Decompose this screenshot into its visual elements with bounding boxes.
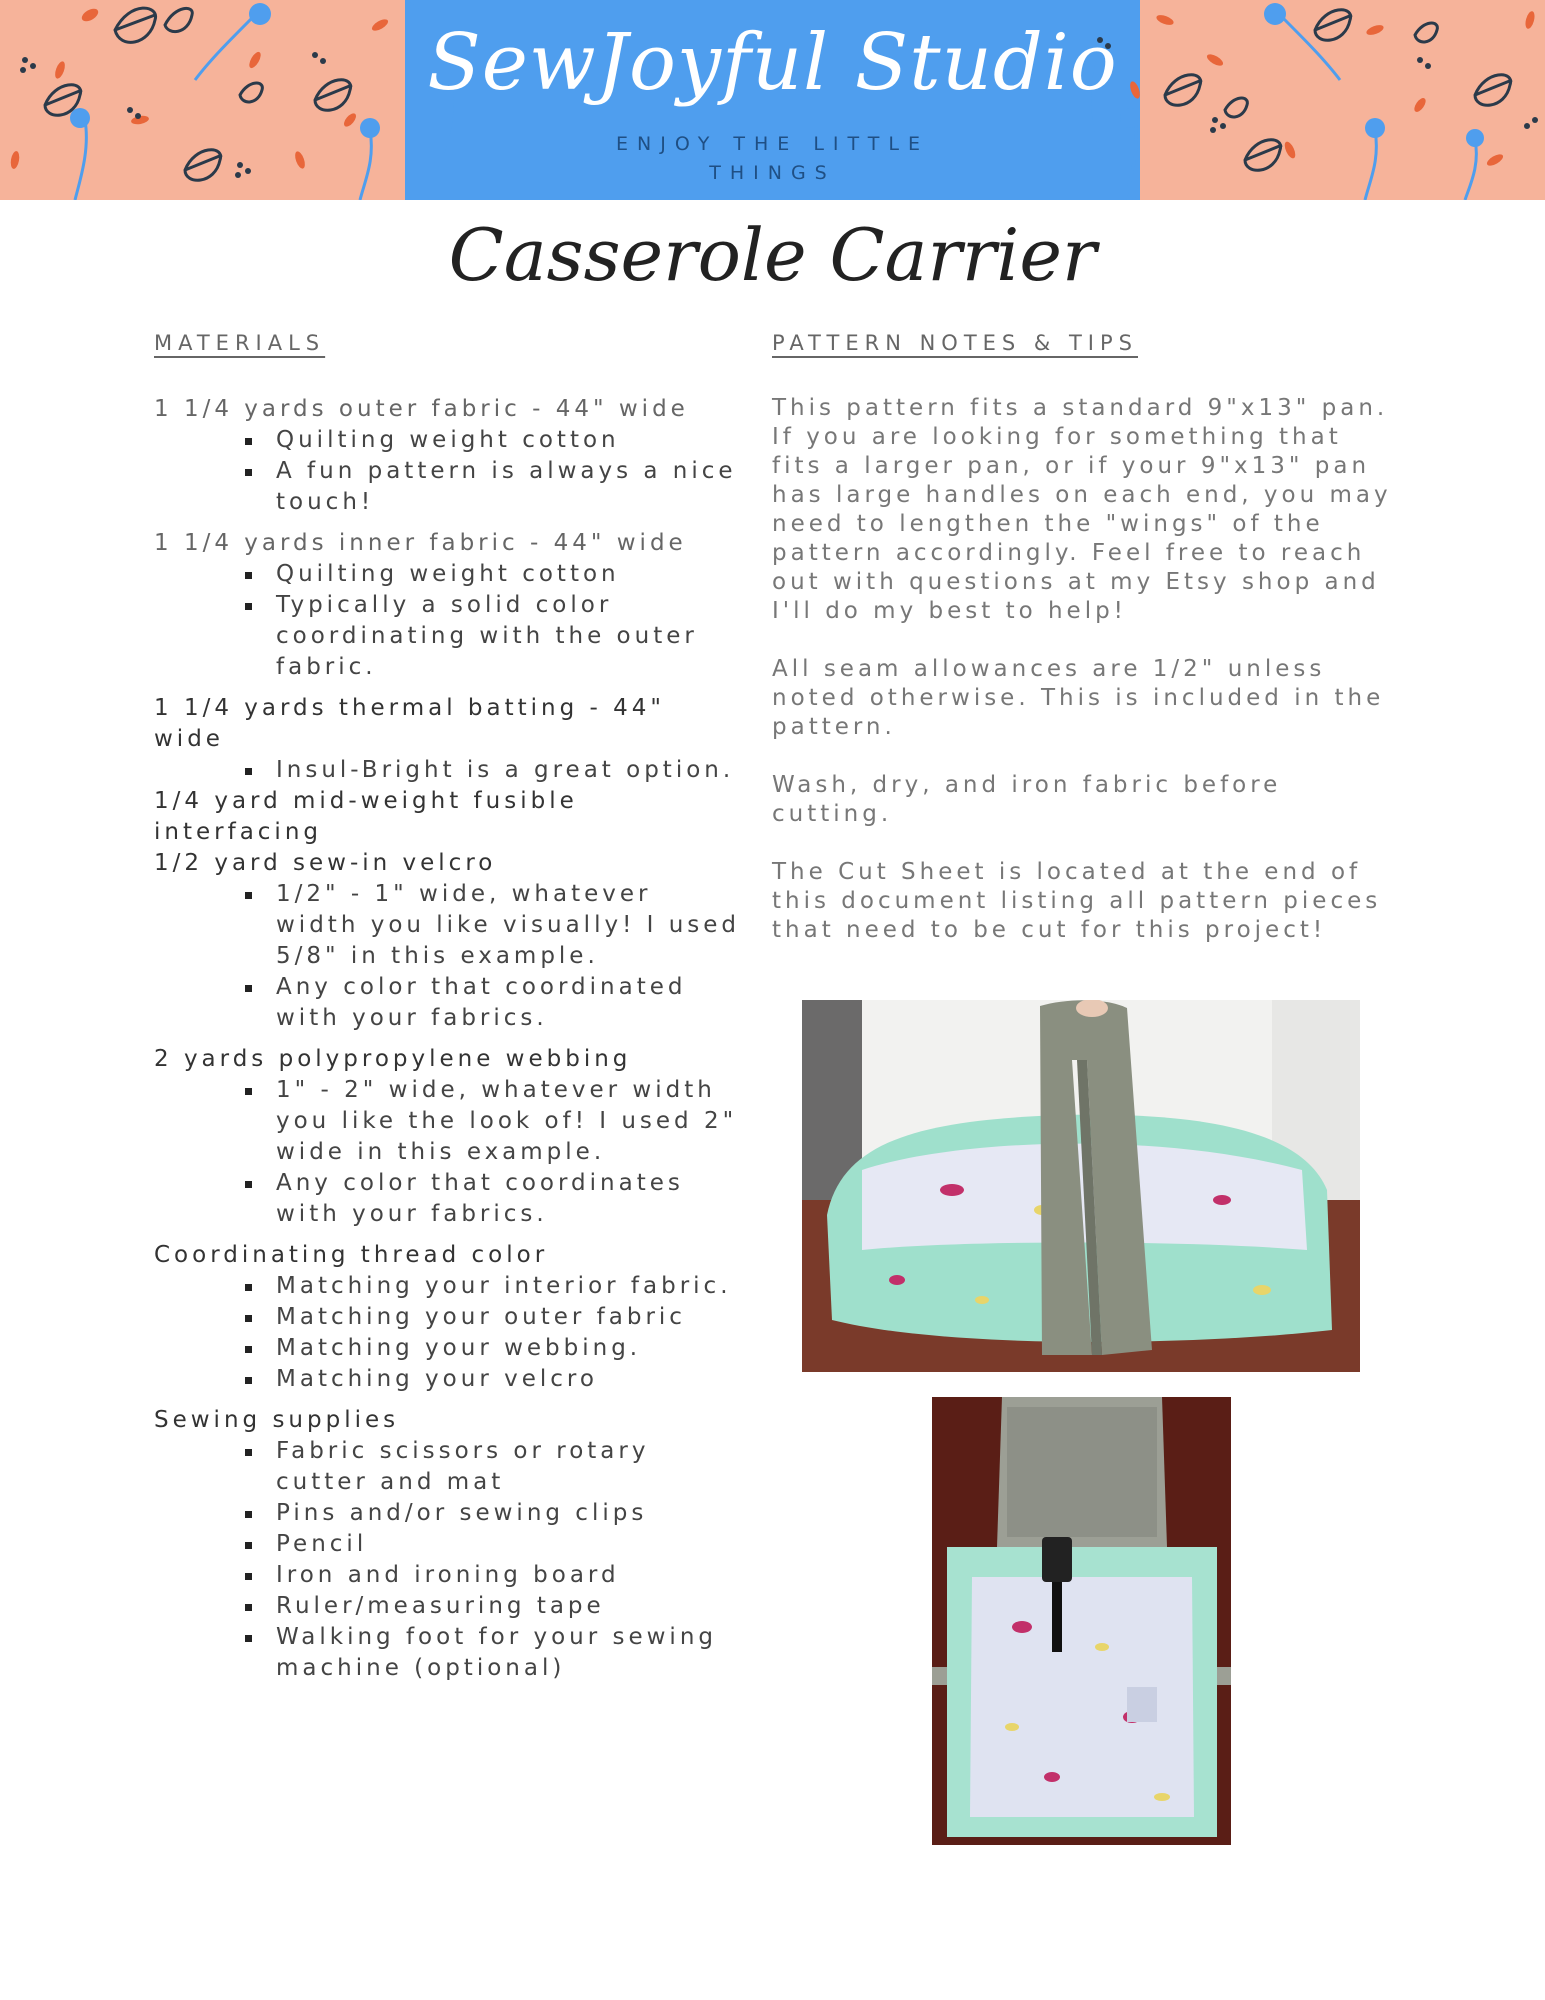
bullet-item: Pencil	[276, 1529, 744, 1560]
pattern-notes-heading: PATTERN NOTES & TIPS	[772, 331, 1138, 355]
bullet-item: Any color that coordinated with your fabrics.	[276, 972, 744, 1034]
bullet-item: Quilting weight cotton	[276, 559, 744, 590]
brand-name: SewJoyful Studio	[427, 18, 1118, 108]
material-text: 1/2 yard sew-in velcro	[154, 850, 497, 876]
material-bullets	[154, 559, 744, 683]
document-title: Casserole Carrier	[448, 213, 1097, 297]
bullet-item: Any color that coordinates with your fabrics.	[276, 1168, 744, 1230]
bullet-item: Typically a solid color coordinating with the outer fabric.	[276, 590, 744, 683]
bullet-item: Matching your outer fabric	[276, 1302, 744, 1333]
material-bullets	[154, 425, 744, 518]
materials-heading: MATERIALS	[154, 331, 326, 355]
bullet-item: Insul-Bright is a great option.	[276, 755, 744, 786]
material-text: 1 1/4 yards inner fabric - 44" wide	[154, 530, 687, 556]
note-paragraph: The Cut Sheet is located at the end of this document listing all pattern pieces that need to be cut for this project!	[772, 859, 1382, 943]
bullet-item: Pins and/or sewing clips	[276, 1498, 744, 1529]
material-item	[154, 1044, 744, 1230]
brand-tagline: ENJOY THE LITTLE THINGS	[616, 133, 929, 184]
material-item	[154, 528, 744, 683]
material-bullets	[154, 879, 744, 1034]
photo-casserole-carrier-closed	[802, 1000, 1360, 1372]
petal-icons-left	[9, 6, 389, 170]
bullet-item: Walking foot for your sewing machine (optional)	[276, 1622, 744, 1684]
bullet-item: Matching your velcro	[276, 1364, 744, 1395]
floral-pattern-right	[1075, 0, 1545, 200]
floral-pattern-left	[0, 0, 470, 200]
note-paragraph: Wash, dry, and iron fabric before cutting.	[772, 772, 1282, 827]
materials-column	[154, 328, 744, 1694]
bullet-item: Quilting weight cotton	[276, 425, 744, 456]
flower-stem-icons-left	[75, 15, 371, 200]
material-item	[154, 1240, 744, 1395]
material-item	[154, 786, 744, 848]
leaf-icons-left	[45, 8, 352, 180]
bullet-item: A fun pattern is always a nice touch!	[276, 456, 744, 518]
flower-icons-left	[70, 3, 380, 138]
material-bullets	[154, 1075, 744, 1230]
material-bullets	[154, 755, 744, 786]
bullet-item: Matching your interior fabric.	[276, 1271, 744, 1302]
material-item	[154, 394, 744, 518]
material-item	[154, 693, 744, 786]
material-item	[154, 1405, 744, 1684]
bullet-item: Fabric scissors or rotary cutter and mat	[276, 1436, 744, 1498]
material-text: Coordinating thread color	[154, 1242, 549, 1268]
material-text: 1 1/4 yards outer fabric - 44" wide	[154, 396, 689, 422]
material-text: 2 yards polypropylene webbing	[154, 1046, 632, 1072]
header-banner	[0, 0, 1545, 200]
material-bullets	[154, 1271, 744, 1395]
material-text: 1/4 yard mid-weight fusible interfacing	[154, 788, 578, 845]
material-item	[154, 848, 744, 1034]
note-paragraph: All seam allowances are 1/2" unless noted otherwise. This is included in the pattern.	[772, 656, 1385, 740]
bullet-item: Iron and ironing board	[276, 1560, 744, 1591]
material-text: Sewing supplies	[154, 1407, 400, 1433]
bullet-item: 1/2" - 1" wide, whatever width you like visually! I used 5/8" in this example.	[276, 879, 744, 972]
photo-casserole-carrier-open	[932, 1397, 1231, 1845]
material-text: 1 1/4 yards thermal batting - 44" wide	[154, 695, 665, 752]
material-bullets	[154, 1436, 744, 1684]
bullet-item: Ruler/measuring tape	[276, 1591, 744, 1622]
bullet-item: 1" - 2" wide, whatever width you like the look of! I used 2" wide in this example.	[276, 1075, 744, 1168]
bullet-item: Matching your webbing.	[276, 1333, 744, 1364]
leaf-icons-right	[1165, 10, 1512, 170]
pattern-notes-column	[772, 328, 1402, 974]
note-paragraph: This pattern fits a standard 9"x13" pan. If you are looking for something that fits a larger pan, or if your 9"x13" pan has large handles on each end, you may need to lengthen the "wings" of the pattern accordingly. Feel free to reach out with questions at my Etsy shop and I'll do my best to help!	[772, 395, 1392, 624]
